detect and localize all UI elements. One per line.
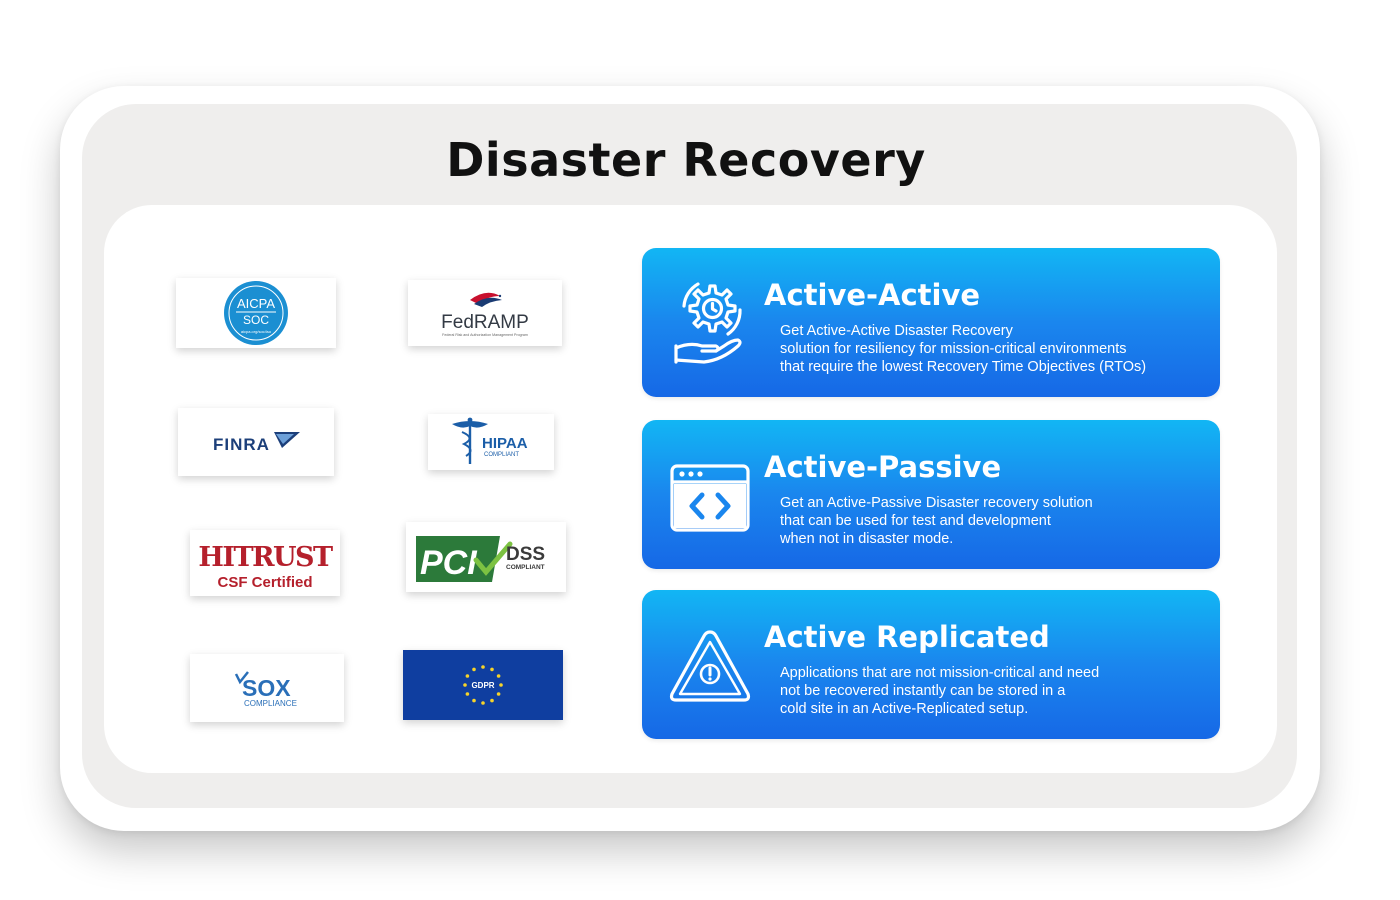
finra-badge <box>178 408 334 476</box>
feature-card-active-replicated <box>642 590 1220 739</box>
hitrust-logo <box>190 530 340 596</box>
feature-desc-line: solution for resiliency for mission-critical environments <box>780 341 1127 357</box>
aicpa-line1: AICPA <box>236 296 276 311</box>
feature-desc-line: not be recovered instantly can be stored in a <box>780 683 1066 699</box>
finra-label: FINRA <box>213 435 270 454</box>
feature-desc-line: when not in disaster mode. <box>780 531 954 547</box>
pci-sub: COMPLIANT <box>506 564 545 571</box>
aicpa-soc-badge <box>176 278 336 348</box>
feature-title: Active-Active <box>764 278 981 312</box>
fedramp-label: FedRAMP <box>441 312 529 333</box>
aicpa-soc-logo <box>176 278 336 348</box>
warning-icon <box>662 618 758 714</box>
hitrust-line2: CSF Certified <box>217 574 313 591</box>
aicpa-line2: SOC <box>242 313 270 327</box>
sox-label: SOX <box>242 675 291 701</box>
feature-desc-line: Get an Active-Passive Disaster recovery solution <box>780 495 1093 511</box>
finra-logo <box>178 408 334 476</box>
sox-badge <box>190 654 344 722</box>
feature-title: Active Replicated <box>764 620 1050 654</box>
gdpr-label: GDPR <box>471 681 495 690</box>
code-window-icon <box>662 448 758 544</box>
hipaa-sub: COMPLIANT <box>484 452 520 458</box>
fedramp-sub: Federal Risk and Authorization Management Program <box>442 333 528 337</box>
page-title: Disaster Recovery <box>446 133 926 187</box>
hitrust-line1: HITRUST <box>198 542 332 573</box>
aicpa-line3: aicpa.org/soc4so <box>240 329 272 334</box>
fedramp-logo <box>408 280 562 346</box>
feature-description <box>780 664 1200 718</box>
pci-dss-badge <box>406 522 566 592</box>
hipaa-label: HIPAA <box>482 435 528 452</box>
pci-label: PCI <box>420 544 477 582</box>
pci-dss-label: DSS <box>506 544 546 565</box>
feature-desc-line: Applications that are not mission-critical and need <box>780 665 1100 681</box>
sox-logo <box>190 654 344 722</box>
feature-desc-line: cold site in an Active-Replicated setup. <box>780 701 1029 717</box>
feature-description <box>780 494 1200 548</box>
feature-card-active-active <box>642 248 1220 397</box>
feature-card-active-passive <box>642 420 1220 569</box>
hitrust-badge <box>190 530 340 596</box>
hipaa-badge <box>428 414 554 470</box>
feature-desc-line: that can be used for test and development <box>780 513 1051 529</box>
feature-desc-line: Get Active-Active Disaster Recovery <box>780 323 1013 339</box>
hipaa-logo <box>428 414 554 470</box>
pci-dss-logo <box>406 522 566 592</box>
fedramp-badge <box>408 280 562 346</box>
gdpr-badge <box>403 650 563 720</box>
feature-desc-line: that require the lowest Recovery Time Objectives (RTOs) <box>780 359 1147 375</box>
gdpr-logo <box>403 650 563 720</box>
feature-description <box>780 322 1200 376</box>
gear-hand-icon <box>662 276 758 372</box>
sox-sub: COMPLIANCE <box>244 699 297 708</box>
feature-title: Active-Passive <box>764 450 1002 484</box>
